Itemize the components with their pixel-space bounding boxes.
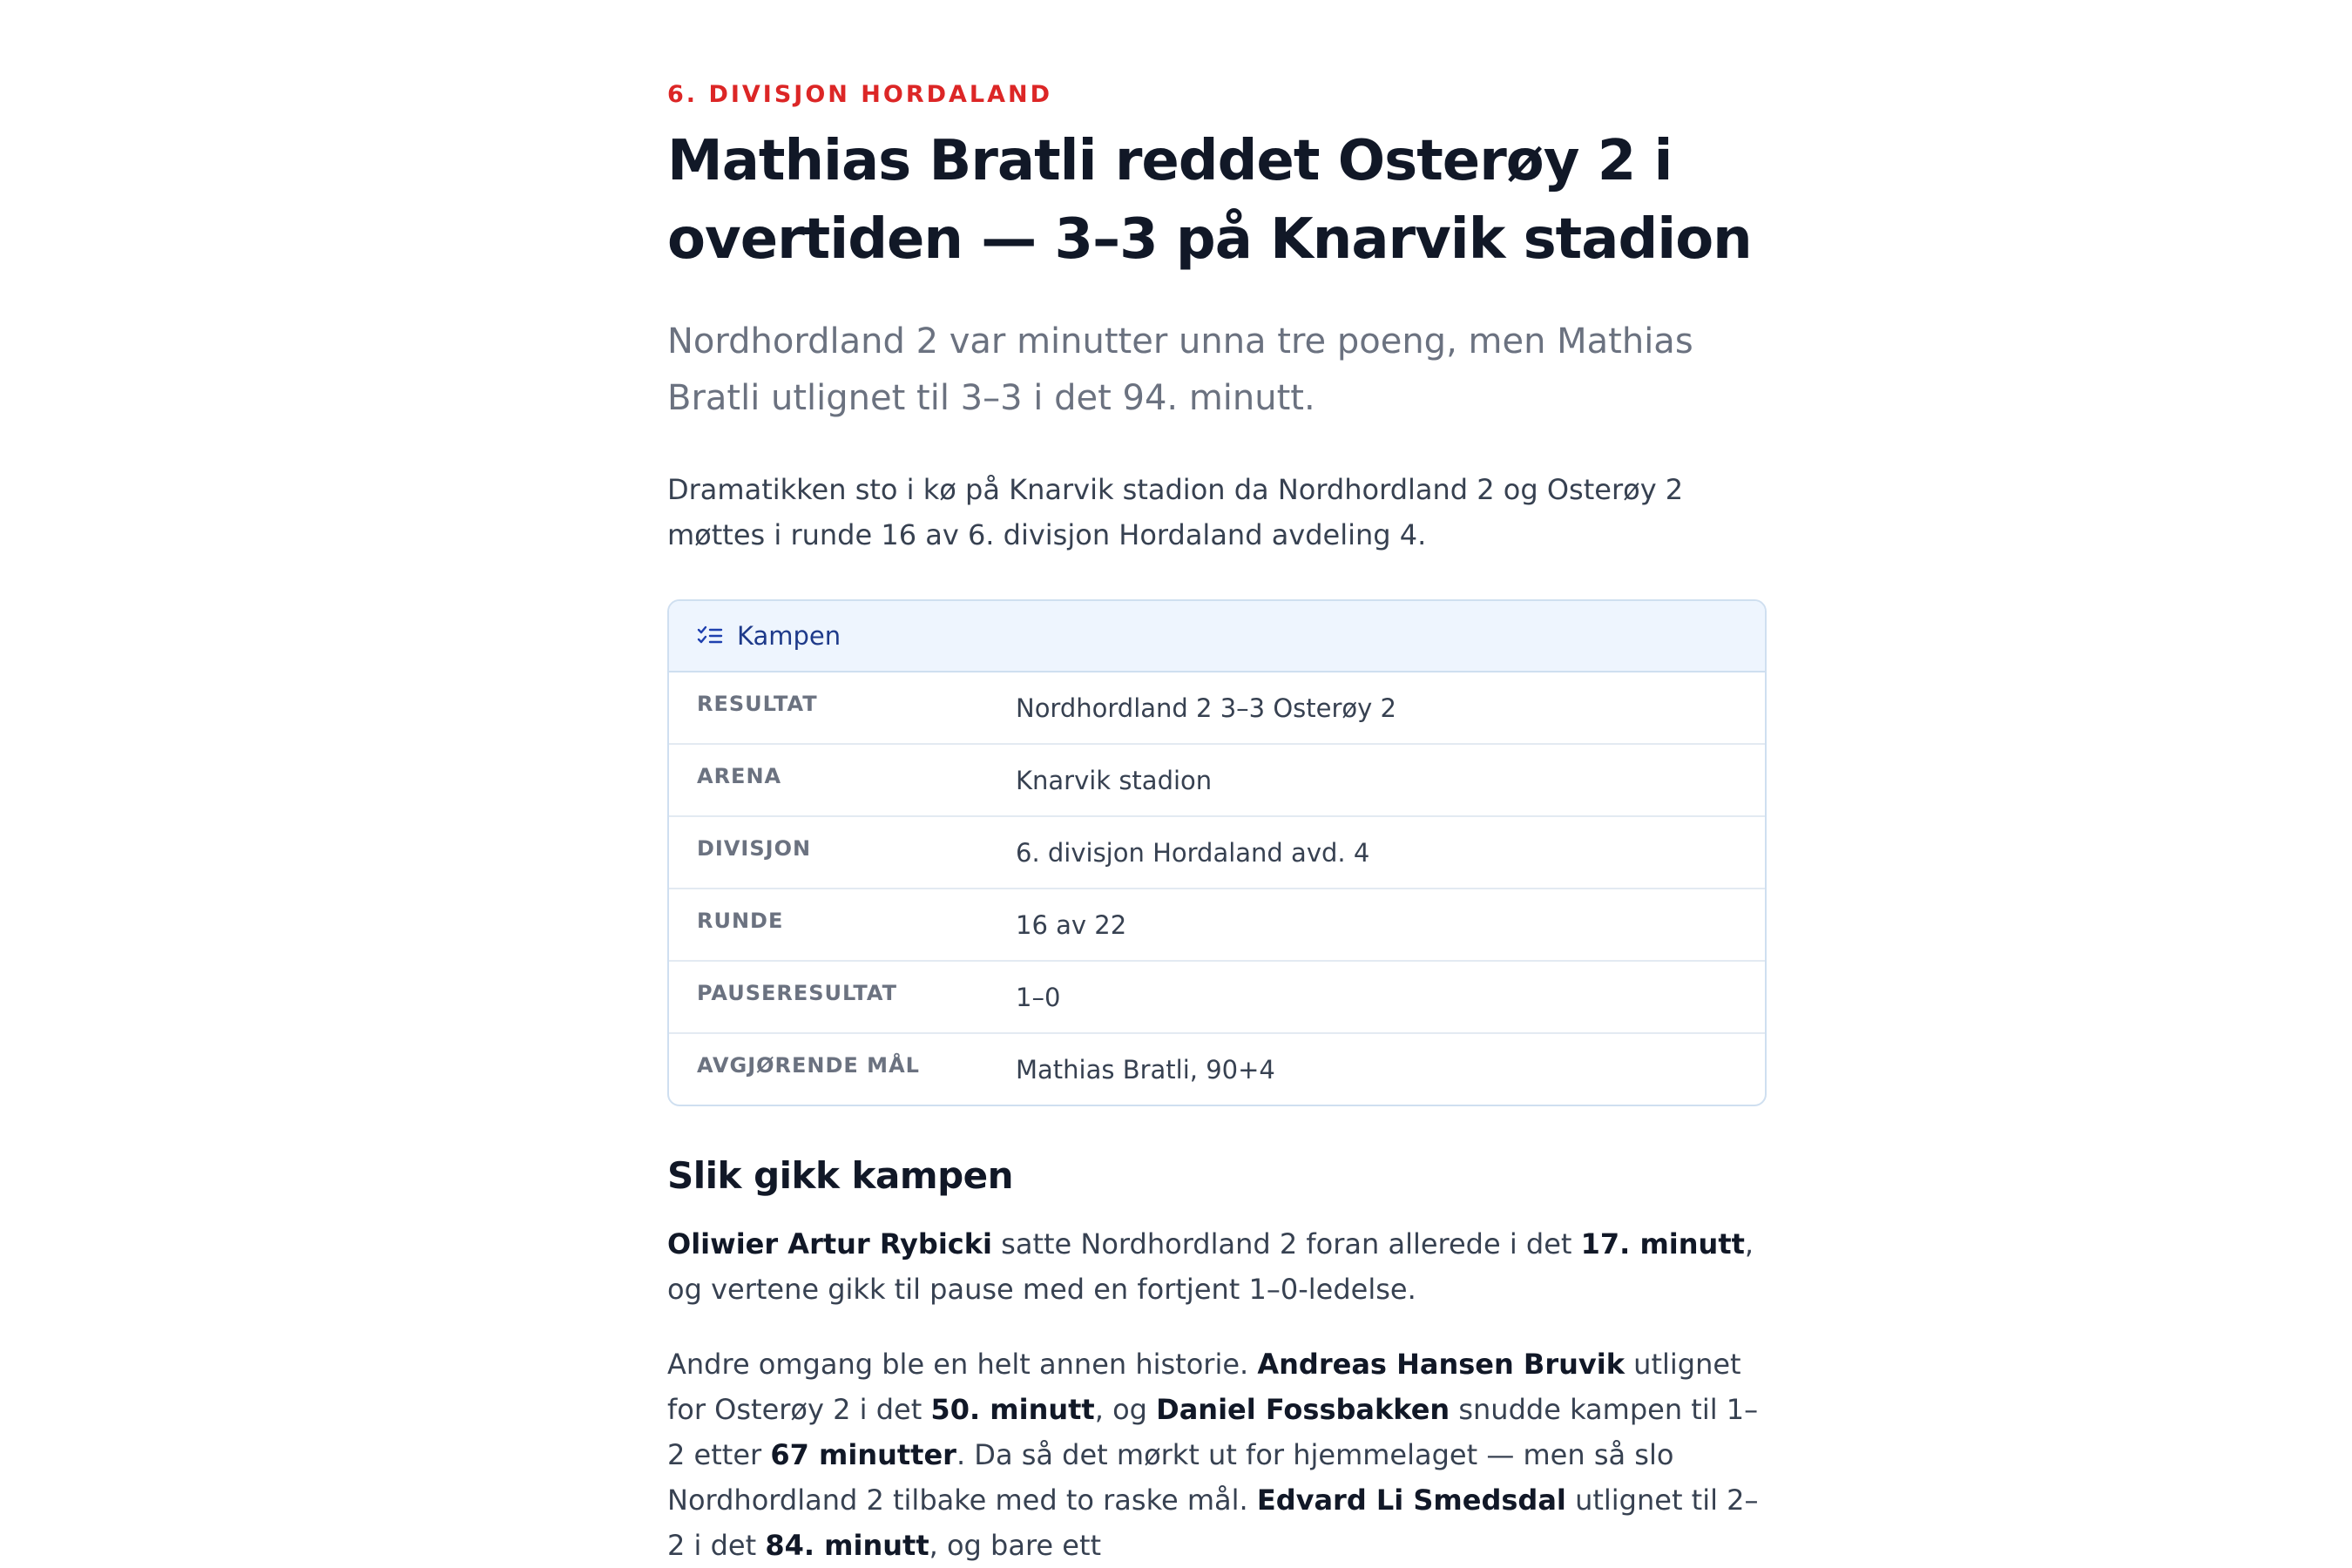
goal-minute: 50. minutt [930, 1393, 1095, 1426]
paragraph-text: , og [1094, 1393, 1157, 1426]
match-paragraph-1 [667, 1221, 1767, 1312]
fact-value: 1–0 [1016, 982, 1061, 1012]
checklist-icon [697, 625, 723, 647]
fact-row-division [669, 817, 1765, 889]
goal-minute: 17. minutt [1580, 1227, 1745, 1260]
player-name: Andreas Hansen Bruvik [1257, 1348, 1625, 1381]
article-lede: Nordhordland 2 var minutter unna tre poeng, men Mathias Bratli utlignet til 3–3 i det 94. minutt. [667, 321, 1693, 418]
player-name: Oliwier Artur Rybicki [667, 1227, 992, 1260]
goal-minute: 84. minutt [765, 1529, 929, 1562]
fact-row-round [669, 889, 1765, 962]
fact-label: ARENA [697, 763, 782, 788]
paragraph-text: utlignet til 2–2 i det [667, 1484, 1759, 1562]
fact-label: RUNDE [697, 908, 784, 933]
match-paragraph-2 [667, 1342, 1767, 1568]
player-name: Daniel Fossbakken [1156, 1393, 1450, 1426]
fact-value: 16 av 22 [1016, 909, 1127, 940]
paragraph-text: utlignet for Osterøy 2 i det [667, 1348, 1741, 1426]
fact-row-halftime [669, 962, 1765, 1034]
paragraph-text: , og bare ett [929, 1529, 1102, 1562]
paragraph-text: snudde kampen til 1–2 etter [667, 1393, 1759, 1471]
factbox-header [669, 601, 1765, 672]
fact-row-decisive-goal [669, 1034, 1765, 1105]
paragraph-text: Andre omgang ble en helt annen historie. [667, 1348, 1258, 1381]
fact-label: PAUSERESULTAT [697, 980, 897, 1005]
player-name: Edvard Li Smedsdal [1256, 1484, 1566, 1517]
fact-value: Knarvik stadion [1016, 765, 1213, 795]
article [667, 0, 1767, 1568]
article-intro: Dramatikken sto i kø på Knarvik stadion da Nordhordland 2 og Osterøy 2 møttes i runde 16 av 6. divisjon Hordaland avdeling 4. [667, 473, 1684, 551]
paragraph-text: . Da så det mørkt ut for hjemmelaget — men så slo Nordhordland 2 tilbake med to raske mål. [667, 1438, 1674, 1517]
paragraph-text: satte Nordhordland 2 foran allerede i det [992, 1227, 1581, 1260]
fact-row-result [669, 672, 1765, 745]
fact-label: DIVISJON [697, 835, 812, 861]
fact-value: Mathias Bratli, 90+4 [1016, 1054, 1275, 1085]
fact-row-arena [669, 745, 1765, 817]
goal-minute: 67 minutter [770, 1438, 956, 1471]
fact-label: RESULTAT [697, 691, 818, 716]
paragraph-text: , og vertene gikk til pause med en fortjent 1–0-ledelse. [667, 1227, 1754, 1306]
fact-value: Nordhordland 2 3–3 Osterøy 2 [1016, 693, 1396, 723]
fact-label: AVGJØRENDE MÅL [697, 1052, 920, 1078]
article-headline: Mathias Bratli reddet Osterøy 2 i overtiden — 3–3 på Knarvik stadion [667, 129, 1752, 272]
match-factbox [667, 599, 1767, 1106]
article-kicker: 6. DIVISJON HORDALAND [667, 81, 1053, 108]
factbox-title: Kampen [737, 621, 841, 651]
fact-value: 6. divisjon Hordaland avd. 4 [1016, 837, 1370, 868]
section-heading: Slik gikk kampen [667, 1154, 1014, 1197]
